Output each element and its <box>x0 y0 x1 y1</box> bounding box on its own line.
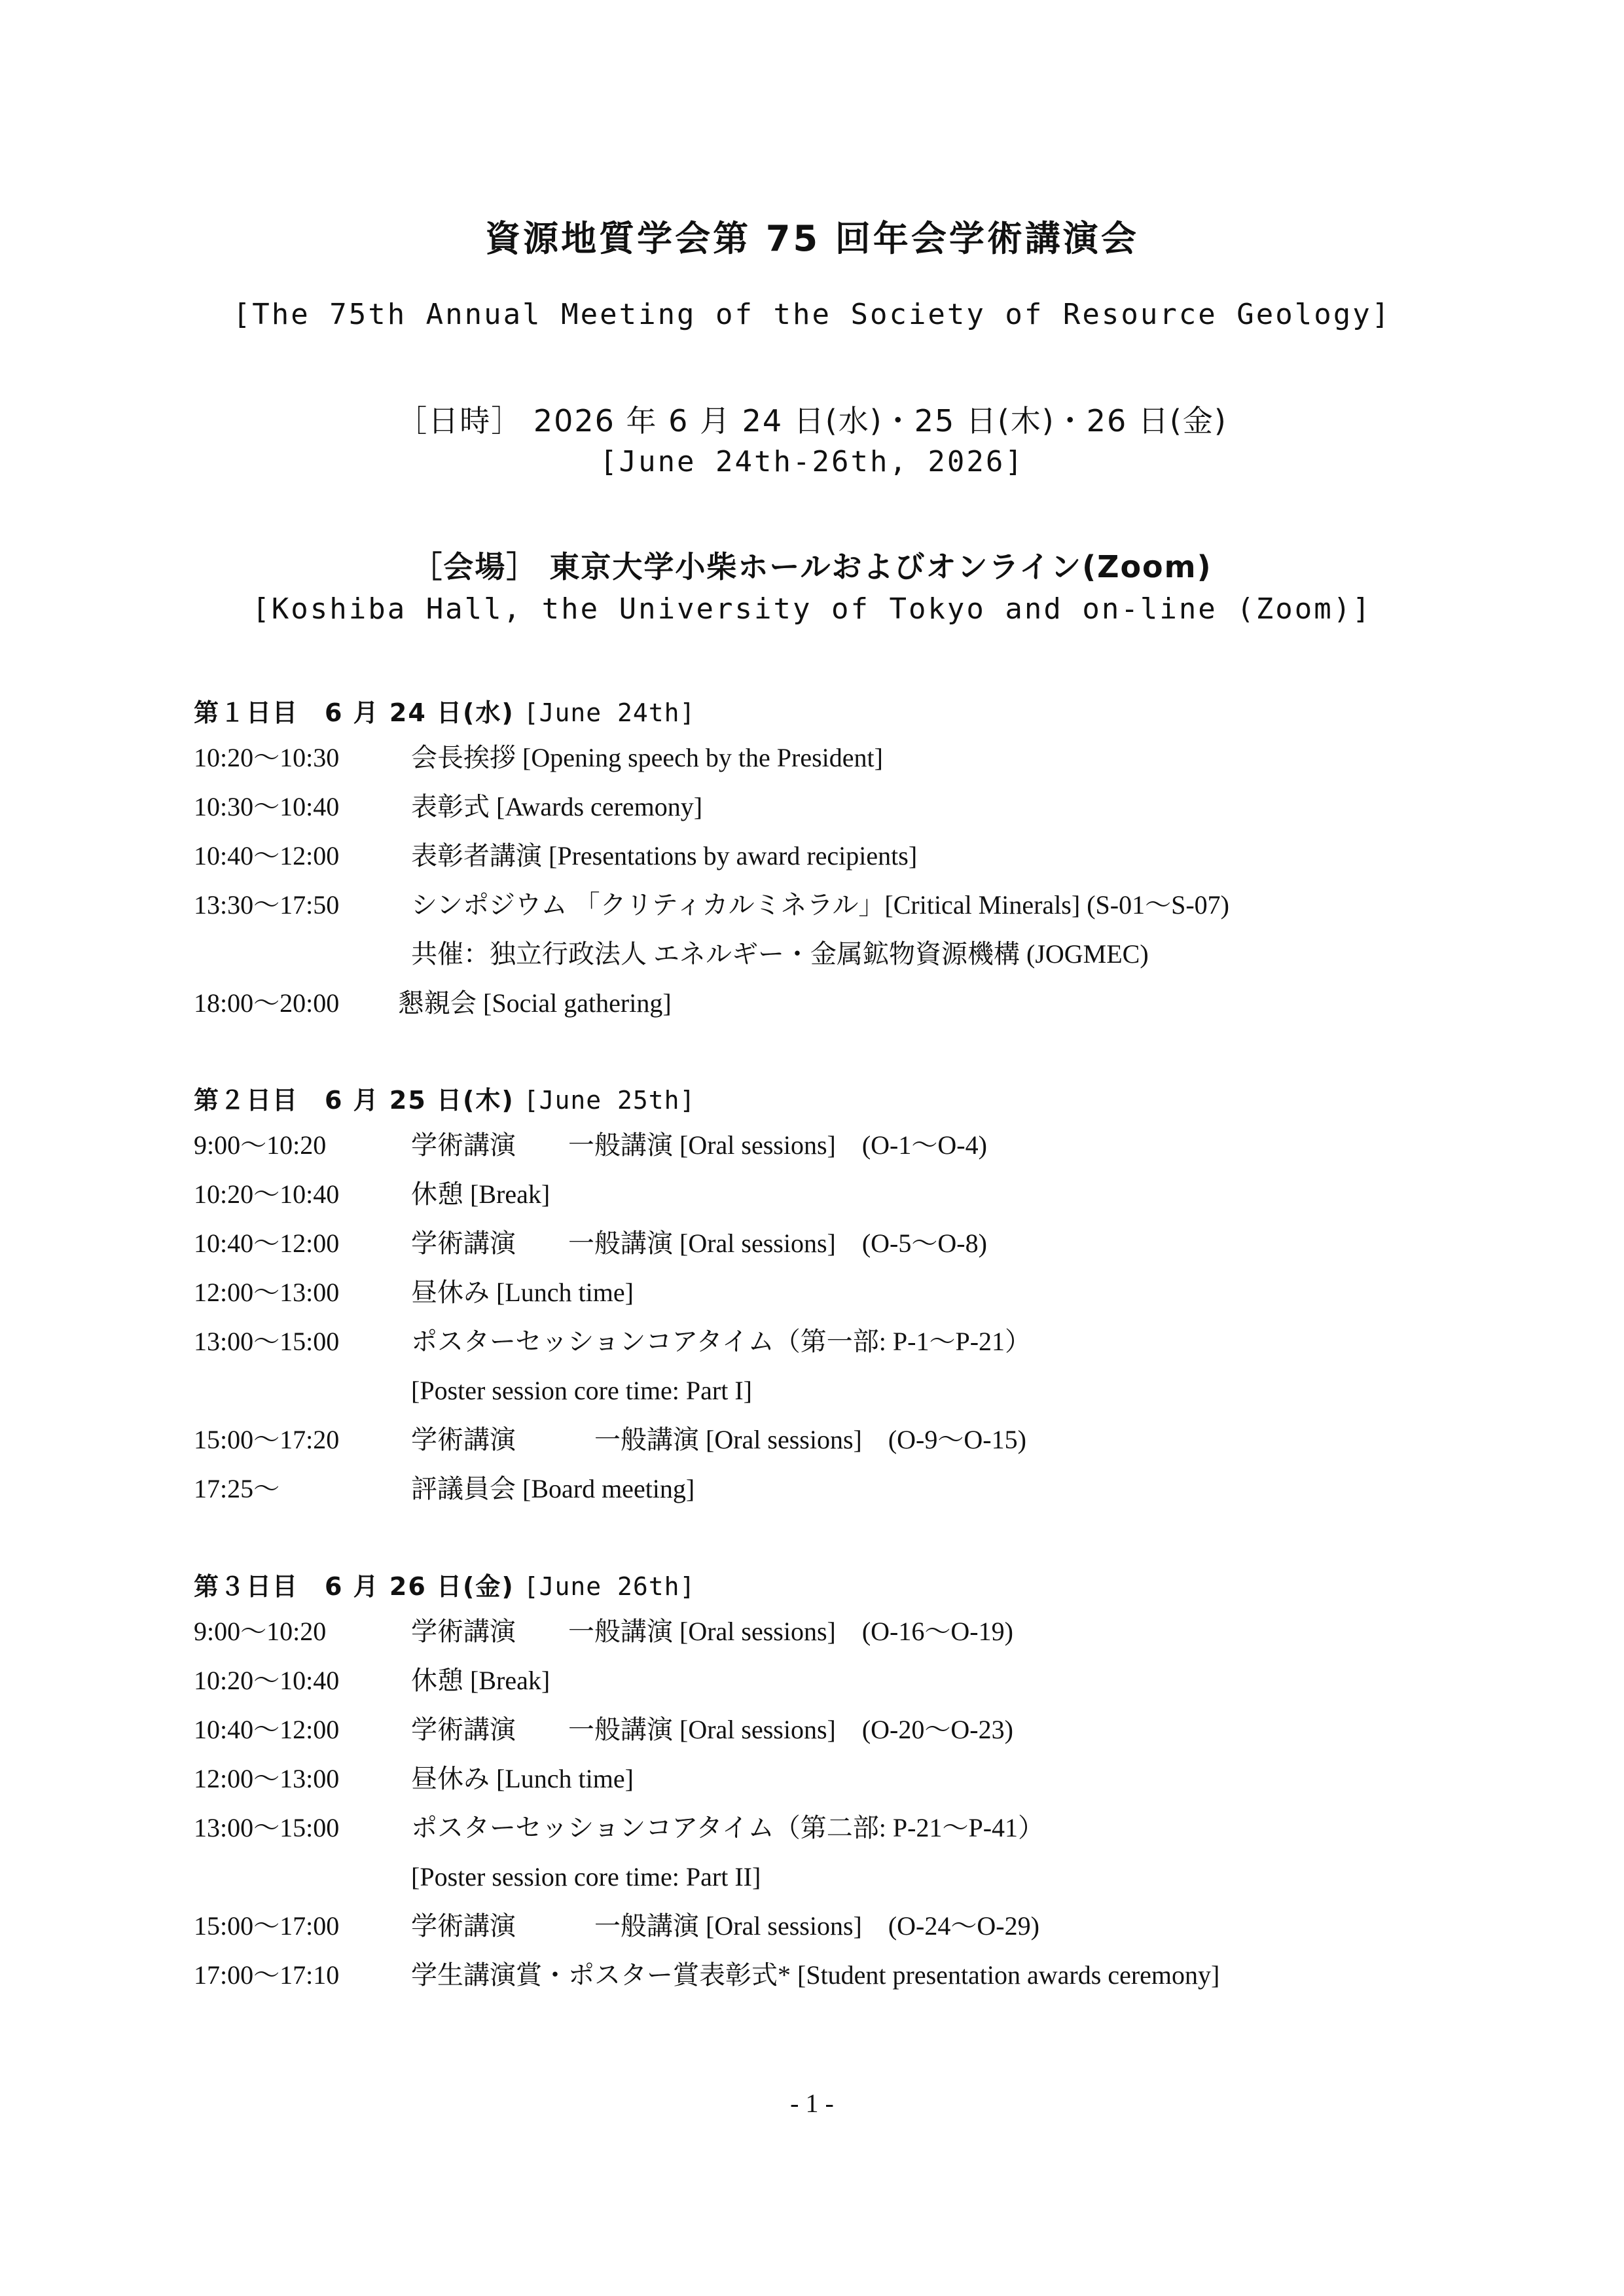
row-text: 懇親会 [Social gathering] <box>398 988 672 1018</box>
meeting-venue: ［会場］ 東京大学小柴ホールおよびオンライン(Zoom) <box>412 549 1212 584</box>
row-text: [Poster session core time: Part II] <box>411 1862 761 1892</box>
row-time: 12:00～13:00 <box>194 1764 340 1793</box>
row-time: 18:00～20:00 <box>194 988 340 1018</box>
row-text: 学術講演 一般講演 [Oral sessions] (O-9～O-15) <box>411 1425 1026 1454</box>
row-text: 表彰者講演 [Presentations by award recipients] <box>411 841 918 870</box>
day2-heading-ja: 第２日目 6 月 25 日(木) <box>194 1086 514 1115</box>
row-time: 17:25～ <box>194 1474 280 1503</box>
row-text: 学術講演 一般講演 [Oral sessions] (O-16～O-19) <box>411 1617 1013 1646</box>
meeting-date: ［日時］ 2026 年 6 月 24 日(水)・25 日(木)・26 日(金) <box>397 403 1227 439</box>
day1-heading-en: [June 24th] <box>523 698 696 727</box>
row-text: 休憩 [Break] <box>411 1179 550 1209</box>
day2-heading <box>194 1080 695 1116</box>
row-time: 15:00～17:20 <box>194 1425 340 1454</box>
row-text: 表彰式 [Awards ceremony] <box>411 792 703 821</box>
row-time: 13:30～17:50 <box>194 890 340 920</box>
page-number: - 1 - <box>790 2089 834 2118</box>
meeting-title-en: [The 75th Annual Meeting of the Society of Resource Geology] <box>232 298 1392 331</box>
row-time: 17:00～17:10 <box>194 1960 340 1990</box>
row-time: 10:20～10:40 <box>194 1179 340 1209</box>
row-text: ポスターセッションコアタイム（第一部: P-1～P-21） <box>411 1327 1032 1356</box>
day3-heading <box>194 1566 695 1602</box>
row-text: 学術講演 一般講演 [Oral sessions] (O-5～O-8) <box>411 1229 987 1258</box>
row-text: 昼休み [Lunch time] <box>411 1278 634 1307</box>
row-time: 12:00～13:00 <box>194 1278 340 1307</box>
row-time: 10:40～12:00 <box>194 1229 340 1258</box>
day1-heading-ja: 第１日目 6 月 24 日(水) <box>194 698 514 727</box>
meeting-date-en: [June 24th-26th, 2026] <box>600 445 1024 478</box>
row-time: 13:00～15:00 <box>194 1813 340 1842</box>
row-text: 学生講演賞・ポスター賞表彰式* [Student presentation awards ceremony] <box>411 1960 1220 1990</box>
day3-heading-ja: 第３日目 6 月 26 日(金) <box>194 1572 514 1601</box>
row-text: 昼休み [Lunch time] <box>411 1764 634 1793</box>
row-text: 評議員会 [Board meeting] <box>411 1474 695 1503</box>
row-text: 学術講演 一般講演 [Oral sessions] (O-24～O-29) <box>411 1911 1039 1941</box>
row-text: [Poster session core time: Part I] <box>411 1376 752 1405</box>
row-text: ポスターセッションコアタイム（第二部: P-21～P-41） <box>411 1813 1045 1842</box>
row-time: 9:00～10:20 <box>194 1130 327 1160</box>
row-text: 学術講演 一般講演 [Oral sessions] (O-20～O-23) <box>411 1715 1013 1744</box>
row-text: 会長挨拶 [Opening speech by the President] <box>411 743 883 772</box>
day2-heading-en: [June 25th] <box>523 1086 696 1115</box>
row-time: 10:40～12:00 <box>194 841 340 870</box>
row-time: 13:00～15:00 <box>194 1327 340 1356</box>
row-time: 10:20～10:30 <box>194 743 340 772</box>
row-time: 9:00～10:20 <box>194 1617 327 1646</box>
row-text: 共催：独立行政法人 エネルギー・金属鉱物資源機構 (JOGMEC) <box>411 939 1149 969</box>
row-text: 学術講演 一般講演 [Oral sessions] (O-1～O-4) <box>411 1130 987 1160</box>
row-time: 10:40～12:00 <box>194 1715 340 1744</box>
day3-heading-en: [June 26th] <box>523 1572 696 1601</box>
row-time: 10:30～10:40 <box>194 792 340 821</box>
day1-heading <box>194 692 695 728</box>
meeting-venue-en: [Koshiba Hall, the University of Tokyo and on-line (Zoom)] <box>252 592 1372 626</box>
row-time: 10:20～10:40 <box>194 1666 340 1695</box>
row-time: 15:00～17:00 <box>194 1911 340 1941</box>
row-text: シンポジウム 「クリティカルミネラル」[Critical Minerals] (S-01～S-07) <box>411 890 1229 920</box>
meeting-title: 資源地質学会第 75 回年会学術講演会 <box>485 218 1139 259</box>
row-text: 休憩 [Break] <box>411 1666 550 1695</box>
